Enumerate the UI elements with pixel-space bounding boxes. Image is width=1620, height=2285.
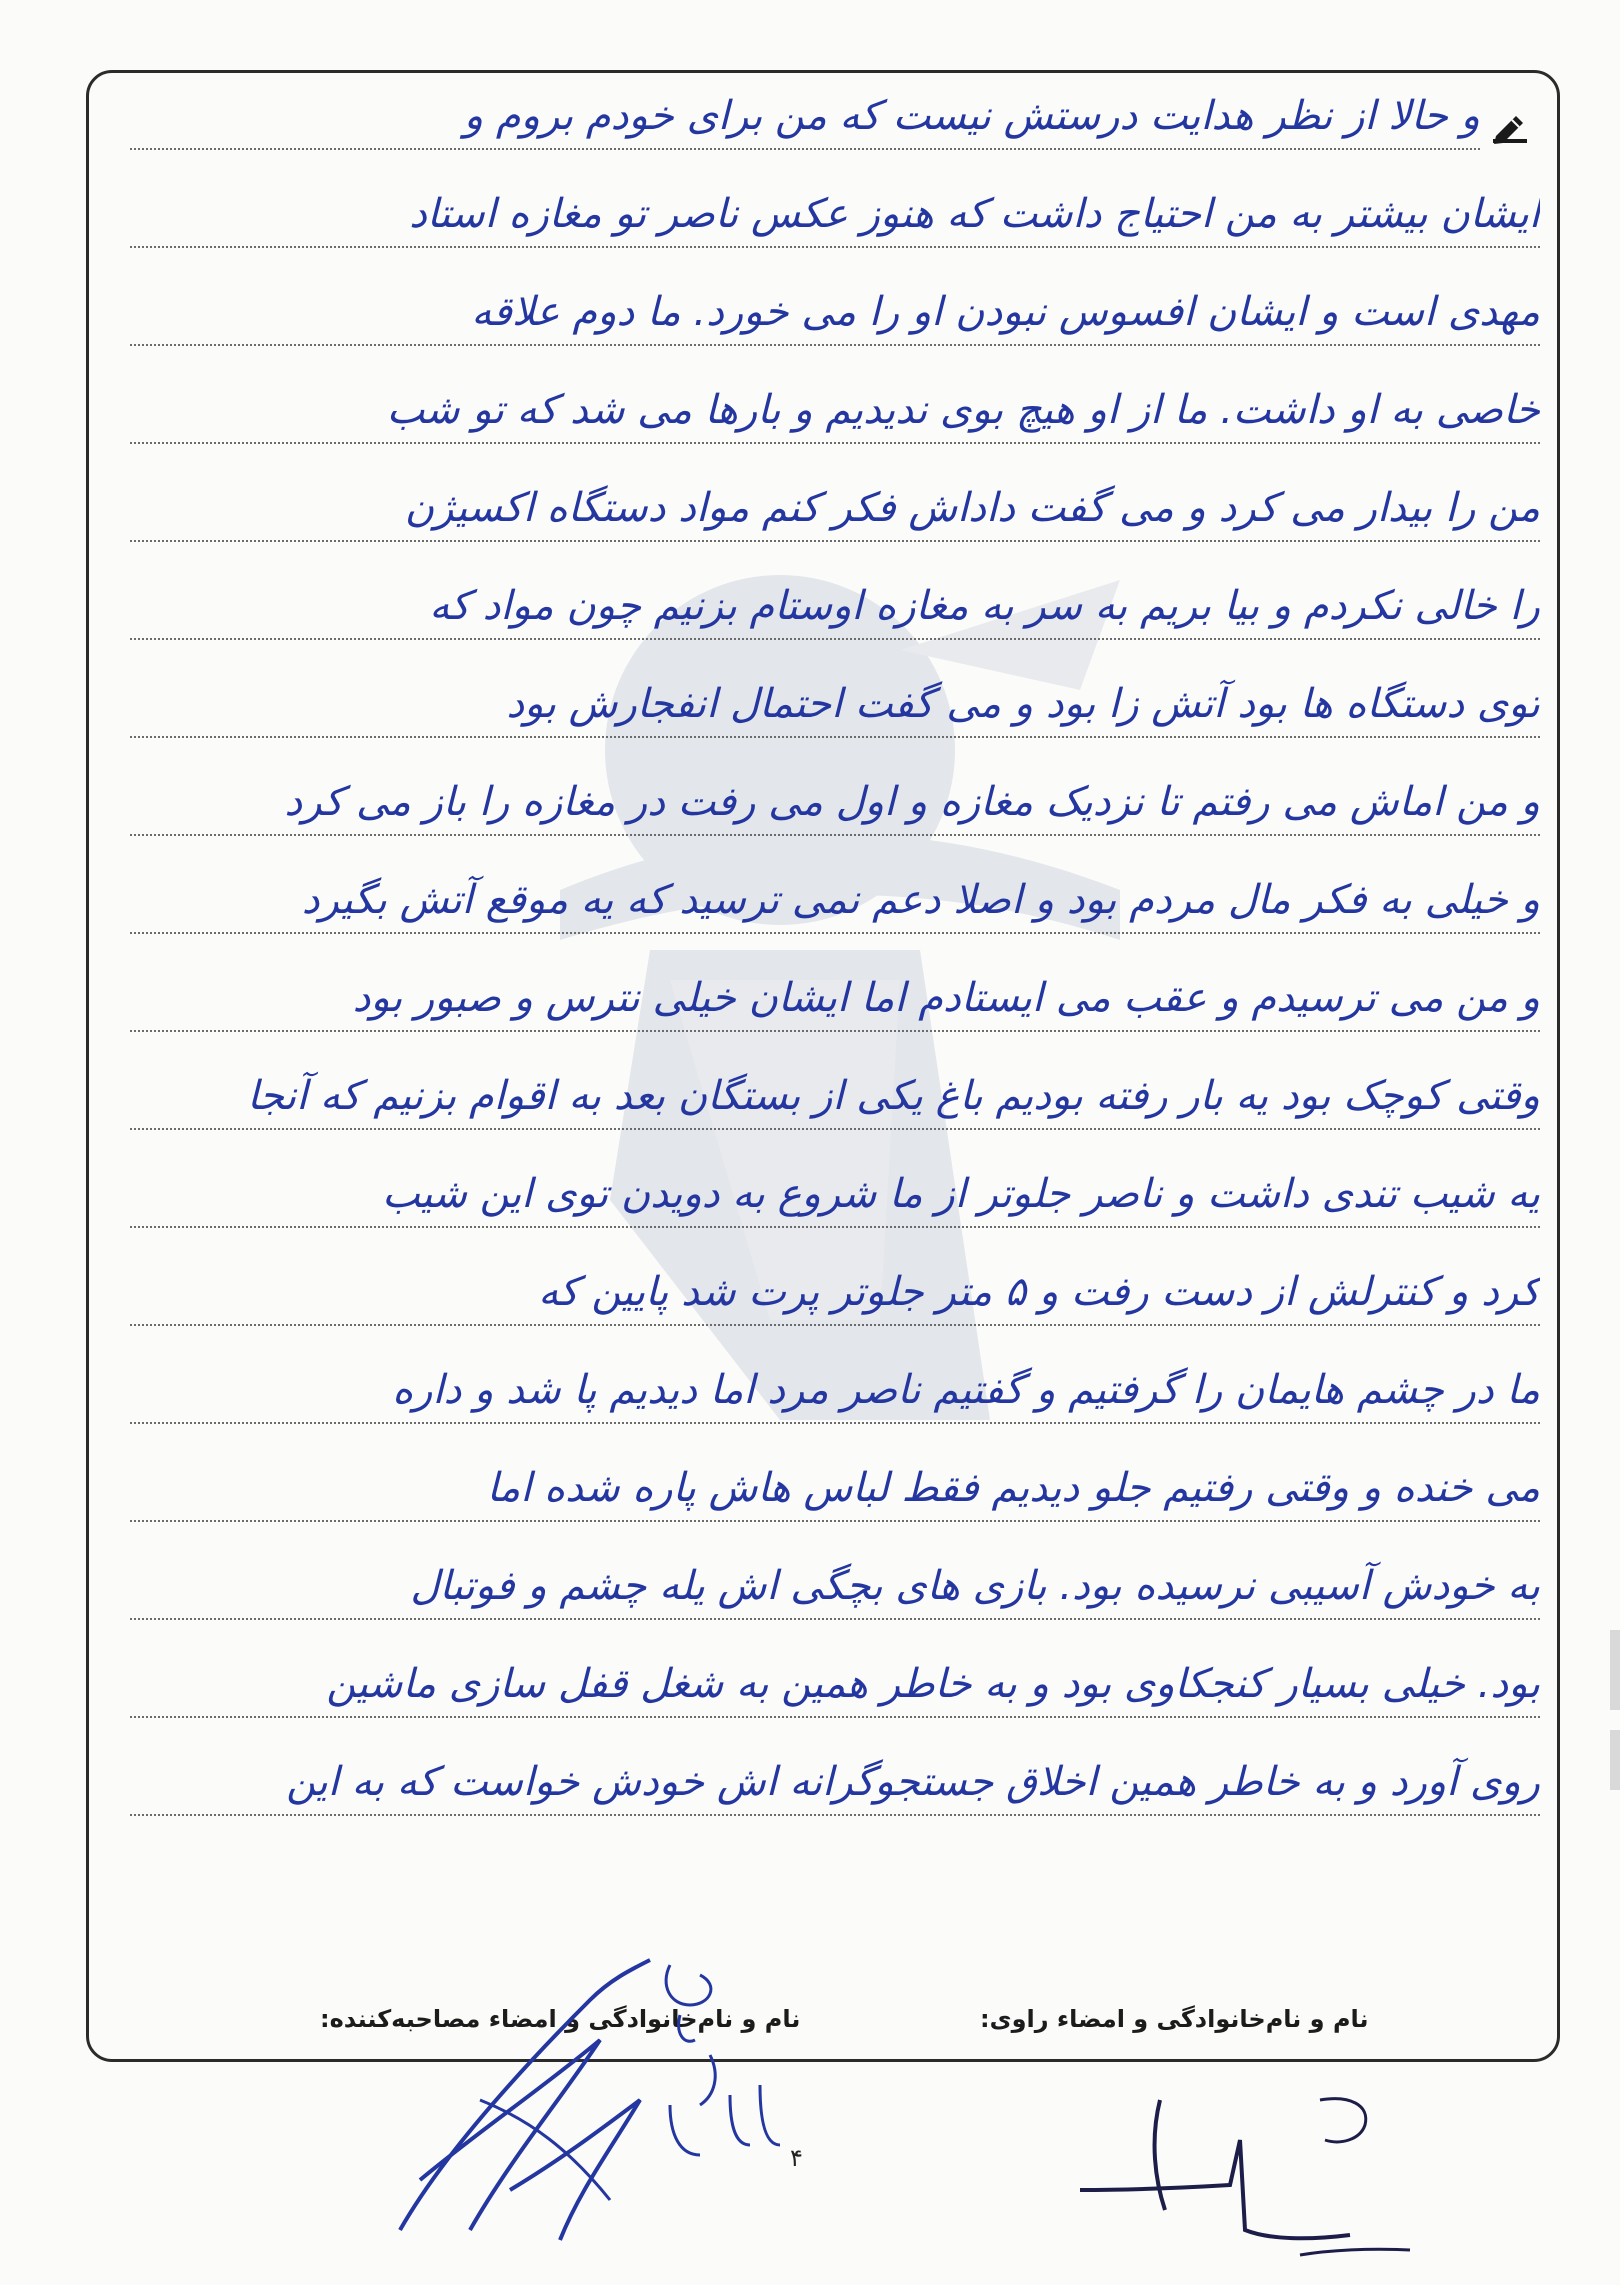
line-text: خاصی به او داشت. ما از او هیچ بوی ندیدیم و بارها می شد که تو شب — [386, 387, 1540, 433]
line-text: مهدی است و ایشان افسوس نبودن او را می خورد. ما دوم علاقه — [471, 289, 1540, 335]
line-text: می خنده و وقتی رفتیم جلو دیدیم فقط لباس هاش پاره شده اما — [486, 1465, 1540, 1511]
handwritten-line — [130, 874, 1540, 934]
scan-edge-mark — [1610, 1630, 1620, 1710]
line-text: کرد و کنترلش از دست رفت و ۵ متر جلوتر پرت شد پایین که — [538, 1269, 1540, 1315]
line-text: و حالا از نظر هدایت درستش نیست که من برای خودم بروم و — [463, 93, 1480, 139]
line-text: و من می ترسیدم و عقب می ایستادم اما ایشان خیلی نترس و صبور بود — [352, 975, 1540, 1021]
line-text: و خیلی به فکر مال مردم بود و اصلا دعم نمی ترسید که یه موقع آتش بگیرد — [301, 877, 1540, 923]
pen-writing-icon — [1490, 112, 1530, 146]
handwritten-line — [130, 188, 1540, 248]
handwritten-line — [130, 1756, 1540, 1816]
handwritten-line — [130, 286, 1540, 346]
handwritten-line — [130, 776, 1540, 836]
scan-edge-mark — [1610, 1730, 1620, 1790]
line-text: را خالی نکردم و بیا بریم به سر به مغازه اوستام بزنیم چون مواد که — [429, 583, 1540, 629]
line-text: یه شیب تندی داشت و ناصر جلوتر از ما شروع به دویدن توی این شیب — [382, 1171, 1540, 1217]
interviewer-signature-label: نام و نام‌خانوادگی و امضاء مصاحبه‌کننده: — [320, 2005, 801, 2033]
line-text: به خودش آسیبی نرسیده بود. بازی های بچگی اش یله چشم و فوتبال — [410, 1563, 1540, 1609]
handwritten-line — [130, 678, 1540, 738]
handwritten-line — [130, 1266, 1540, 1326]
handwritten-line — [130, 482, 1540, 542]
line-text: ایشان بیشتر به من احتیاج داشت که هنوز عکس ناصر تو مغازه استاد — [409, 191, 1540, 237]
handwritten-line — [130, 972, 1540, 1032]
line-text: وقتی کوچک بود یه بار رفته بودیم باغ یکی از بستگان بعد به اقوام بزنیم که آنجا — [247, 1073, 1540, 1119]
line-text: بود. خیلی بسیار کنجکاوی بود و به خاطر همین به شغل قفل سازی ماشین — [326, 1661, 1540, 1707]
handwritten-line — [130, 1658, 1540, 1718]
signature-scribble-right — [1070, 2080, 1430, 2280]
line-text: ما در چشم هایمان را گرفتیم و گفتیم ناصر مرد اما دیدیم پا شد و داره — [392, 1367, 1540, 1413]
handwritten-line — [130, 90, 1480, 150]
handwritten-line — [130, 384, 1540, 444]
interviewee-signature-label: نام و نام‌خانوادگی و امضاء راوی: — [980, 2005, 1369, 2033]
handwritten-line — [130, 1462, 1540, 1522]
handwritten-line — [130, 1560, 1540, 1620]
handwritten-line — [130, 1070, 1540, 1130]
line-text: توی دستگاه ها بود آتش زا بود و می گفت احتمال انفجارش بود — [506, 681, 1540, 727]
line-text: و من اماش می رفتم تا نزدیک مغازه و اول می رفت در مغازه را باز می کرد — [284, 779, 1540, 825]
line-text: من را بیدار می کرد و می گفت داداش فکر کنم مواد دستگاه اکسیژن — [404, 485, 1540, 531]
handwritten-line — [130, 580, 1540, 640]
line-text: روی آورد و به خاطر همین اخلاق جستجوگرانه اش خودش خواست که به این — [286, 1759, 1540, 1805]
page-number: ۴ — [790, 2144, 803, 2172]
handwritten-line — [130, 1364, 1540, 1424]
handwritten-line — [130, 1168, 1540, 1228]
